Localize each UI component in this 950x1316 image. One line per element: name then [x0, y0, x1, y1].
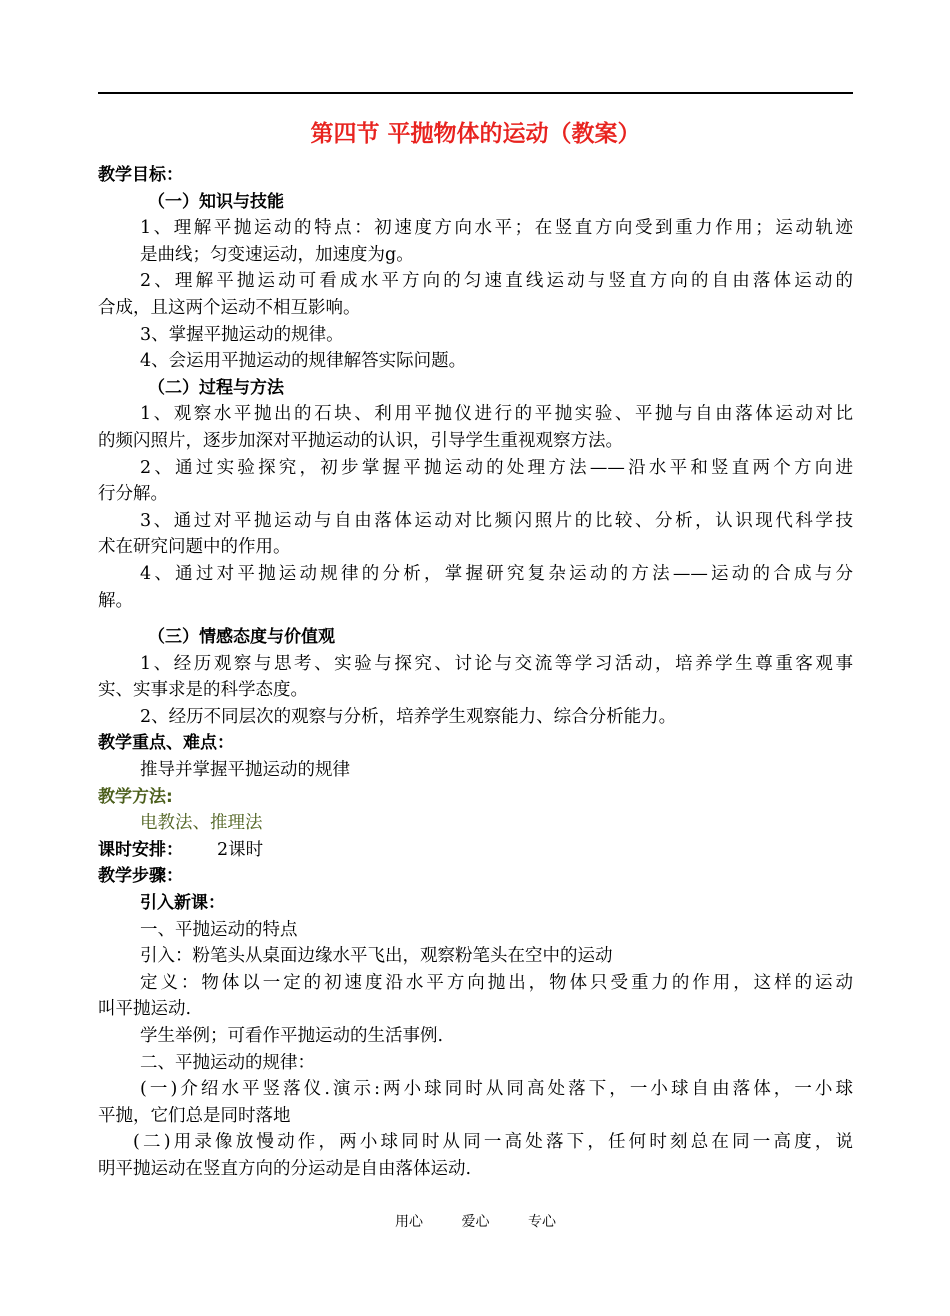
knowledge-item-1-line-2: 是曲线；匀变速运动，加速度为g。	[140, 244, 414, 265]
knowledge-item-4: 4、会运用平抛运动的规律解答实际问题。	[140, 351, 467, 372]
part-2-title: 二、平抛运动的规律：	[140, 1052, 315, 1073]
knowledge-item-3: 3、掌握平抛运动的规律。	[140, 324, 344, 345]
knowledge-item-2-line-1: 2、理解平抛运动可看成水平方向的匀速直线运动与竖直方向的自由落体运动的	[140, 271, 853, 292]
process-item-4-line-1: 4、通过对平抛运动规律的分析，掌握研究复杂运动的方法——运动的合成与分	[140, 563, 853, 584]
page-title: 第四节 平抛物体的运动（教案）	[310, 121, 641, 147]
footer-word-1: 用心	[395, 1214, 424, 1230]
definition-line-1: 定义：物体以一定的初速度沿水平方向抛出，物体只受重力的作用，这样的运动	[140, 972, 853, 993]
part-1-title: 一、平抛运动的特点	[140, 919, 298, 940]
process-item-4-line-2: 解。	[98, 590, 133, 611]
law-2-line-2: 明平抛运动在竖直方向的分运动是自由落体运动.	[98, 1158, 472, 1179]
emotion-item-2: 2、经历不同层次的观察与分析，培养学生观察能力、综合分析能力。	[140, 706, 677, 727]
emotion-item-1-line-1: 1、经历观察与思考、实验与探究、讨论与交流等学习活动，培养学生尊重客观事	[140, 653, 853, 674]
footer-word-2: 爱心	[461, 1214, 490, 1230]
process-item-3-line-2: 术在研究问题中的作用。	[98, 537, 291, 558]
process-item-3-line-1: 3、通过对平抛运动与自由落体运动对比频闪照片的比较、分析，认识现代科学技	[140, 510, 853, 531]
methods-heading: 教学方法:	[98, 786, 173, 807]
process-heading: （二）过程与方法	[148, 377, 284, 398]
law-1-line-1: (一)介绍水平竖落仪.演示:两小球同时从同高处落下，一小球自由落体，一小球	[140, 1079, 853, 1100]
key-points-text: 推导并掌握平抛运动的规律	[140, 760, 350, 781]
schedule-heading: 课时安排：	[98, 839, 183, 860]
intro-heading: 引入新课：	[140, 893, 225, 914]
page-footer	[98, 1212, 853, 1232]
key-points-heading: 教学重点、难点：	[98, 733, 234, 754]
law-2-line-1: (二)用录像放慢动作，两小球同时从同一高处落下，任何时刻总在同一高度，说	[133, 1132, 853, 1153]
header-rule	[98, 92, 853, 94]
process-item-2-line-1: 2、通过实验探究，初步掌握平抛运动的处理方法——沿水平和竖直两个方向进	[140, 457, 853, 478]
schedule-value: 2课时	[217, 839, 264, 860]
law-1-line-2: 平抛，它们总是同时落地	[98, 1105, 291, 1126]
process-item-1-line-1: 1、观察水平抛出的石块、利用平抛仪进行的平抛实验、平抛与自由落体运动对比	[140, 404, 853, 425]
steps-heading: 教学步骤：	[98, 866, 183, 887]
footer-word-3: 专心	[527, 1214, 556, 1230]
objectives-heading: 教学目标：	[98, 165, 183, 185]
knowledge-heading: （一）知识与技能	[148, 191, 284, 212]
emotion-item-1-line-2: 实、实事求是的科学态度。	[98, 680, 308, 701]
process-item-2-line-2: 行分解。	[98, 484, 168, 505]
definition-line-2: 叫平抛运动.	[98, 999, 192, 1020]
examples-text: 学生举例；可看作平抛运动的生活事例.	[140, 1026, 444, 1046]
intro-text: 引入：粉笔头从桌面边缘水平飞出，观察粉笔头在空中的运动	[140, 946, 613, 967]
knowledge-item-2-line-2: 合成，且这两个运动不相互影响。	[98, 297, 361, 318]
methods-text: 电教法、推理法	[140, 813, 263, 834]
knowledge-item-1-line-1: 1、理解平抛运动的特点：初速度方向水平；在竖直方向受到重力作用；运动轨迹	[140, 218, 853, 239]
emotion-heading: （三）情感态度与价值观	[148, 627, 335, 648]
document-body	[98, 162, 853, 1183]
process-item-1-line-2: 的频闪照片，逐步加深对平抛运动的认识，引导学生重视观察方法。	[98, 430, 623, 451]
schedule-row	[98, 837, 853, 864]
